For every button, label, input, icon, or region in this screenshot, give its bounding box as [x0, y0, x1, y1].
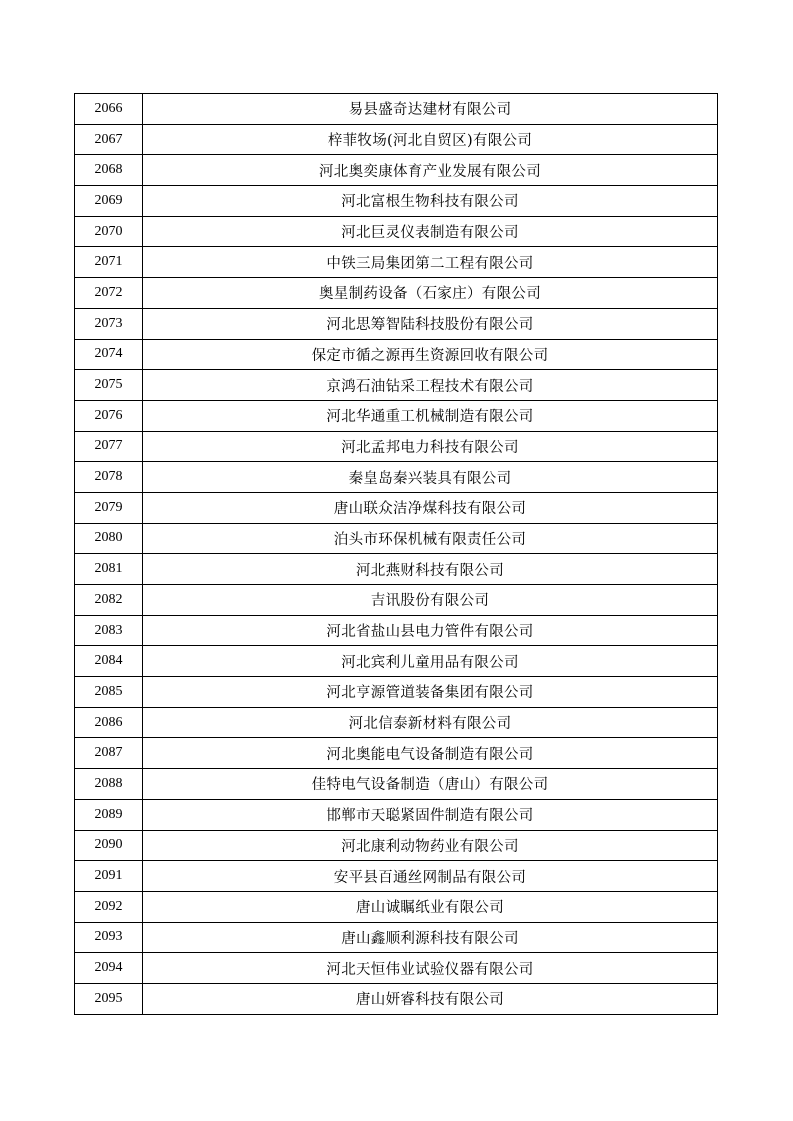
company-name: 河北省盐山县电力管件有限公司 — [143, 615, 718, 646]
company-name: 河北奥奕康体育产业发展有限公司 — [143, 155, 718, 186]
row-number: 2070 — [75, 216, 143, 247]
table-row — [75, 983, 718, 1014]
row-number: 2089 — [75, 799, 143, 830]
row-number: 2067 — [75, 124, 143, 155]
company-name: 河北富根生物科技有限公司 — [143, 186, 718, 217]
table-row — [75, 769, 718, 800]
company-name: 河北亨源管道装备集团有限公司 — [143, 677, 718, 708]
table-row — [75, 554, 718, 585]
row-number: 2066 — [75, 94, 143, 125]
table-row — [75, 707, 718, 738]
row-number: 2094 — [75, 953, 143, 984]
table-row — [75, 523, 718, 554]
company-name: 河北天恒伟业试验仪器有限公司 — [143, 953, 718, 984]
company-name: 邯郸市天聪紧固件制造有限公司 — [143, 799, 718, 830]
company-name: 唐山诚瞩纸业有限公司 — [143, 891, 718, 922]
company-name: 唐山鑫顺利源科技有限公司 — [143, 922, 718, 953]
company-name: 保定市循之源再生资源回收有限公司 — [143, 339, 718, 370]
table-row — [75, 922, 718, 953]
company-name: 河北康利动物药业有限公司 — [143, 830, 718, 861]
table-row — [75, 462, 718, 493]
row-number: 2069 — [75, 186, 143, 217]
row-number: 2080 — [75, 523, 143, 554]
row-number: 2082 — [75, 585, 143, 616]
company-name: 佳特电气设备制造（唐山）有限公司 — [143, 769, 718, 800]
company-name: 奥星制药设备（石家庄）有限公司 — [143, 278, 718, 309]
row-number: 2077 — [75, 431, 143, 462]
table-row — [75, 953, 718, 984]
table-row — [75, 400, 718, 431]
company-name: 河北奥能电气设备制造有限公司 — [143, 738, 718, 769]
row-number: 2083 — [75, 615, 143, 646]
table-row — [75, 585, 718, 616]
table-row — [75, 94, 718, 125]
row-number: 2078 — [75, 462, 143, 493]
table-row — [75, 278, 718, 309]
table-row — [75, 155, 718, 186]
row-number: 2084 — [75, 646, 143, 677]
company-name: 梓菲牧场(河北自贸区)有限公司 — [143, 124, 718, 155]
company-name: 河北孟邦电力科技有限公司 — [143, 431, 718, 462]
company-name: 吉讯股份有限公司 — [143, 585, 718, 616]
company-list-table — [74, 93, 718, 1015]
company-name: 河北思筹智陆科技股份有限公司 — [143, 308, 718, 339]
company-name: 河北华通重工机械制造有限公司 — [143, 400, 718, 431]
row-number: 2068 — [75, 155, 143, 186]
row-number: 2088 — [75, 769, 143, 800]
row-number: 2079 — [75, 492, 143, 523]
row-number: 2076 — [75, 400, 143, 431]
table-row — [75, 339, 718, 370]
row-number: 2090 — [75, 830, 143, 861]
company-name: 唐山妍睿科技有限公司 — [143, 983, 718, 1014]
company-name: 秦皇岛秦兴装具有限公司 — [143, 462, 718, 493]
row-number: 2074 — [75, 339, 143, 370]
company-name: 唐山联众洁净煤科技有限公司 — [143, 492, 718, 523]
table-row — [75, 615, 718, 646]
table-row — [75, 186, 718, 217]
table-row — [75, 124, 718, 155]
company-name: 易县盛奇达建材有限公司 — [143, 94, 718, 125]
company-name: 中铁三局集团第二工程有限公司 — [143, 247, 718, 278]
row-number: 2095 — [75, 983, 143, 1014]
row-number: 2092 — [75, 891, 143, 922]
table-row — [75, 308, 718, 339]
company-name: 河北信泰新材料有限公司 — [143, 707, 718, 738]
company-name: 河北巨灵仪表制造有限公司 — [143, 216, 718, 247]
table-row — [75, 830, 718, 861]
table-row — [75, 370, 718, 401]
row-number: 2091 — [75, 861, 143, 892]
row-number: 2093 — [75, 922, 143, 953]
table-row — [75, 247, 718, 278]
table-row — [75, 891, 718, 922]
row-number: 2087 — [75, 738, 143, 769]
row-number: 2072 — [75, 278, 143, 309]
company-name: 京鸿石油钻采工程技术有限公司 — [143, 370, 718, 401]
table-row — [75, 861, 718, 892]
company-name: 安平县百通丝网制品有限公司 — [143, 861, 718, 892]
table-row — [75, 216, 718, 247]
table-row — [75, 677, 718, 708]
company-name: 泊头市环保机械有限责任公司 — [143, 523, 718, 554]
company-name: 河北宾利儿童用品有限公司 — [143, 646, 718, 677]
row-number: 2086 — [75, 707, 143, 738]
table-row — [75, 799, 718, 830]
row-number: 2071 — [75, 247, 143, 278]
row-number: 2081 — [75, 554, 143, 585]
company-name: 河北燕财科技有限公司 — [143, 554, 718, 585]
table-row — [75, 646, 718, 677]
table-row — [75, 431, 718, 462]
company-list-body — [75, 94, 718, 1015]
row-number: 2075 — [75, 370, 143, 401]
row-number: 2073 — [75, 308, 143, 339]
table-row — [75, 492, 718, 523]
row-number: 2085 — [75, 677, 143, 708]
table-row — [75, 738, 718, 769]
